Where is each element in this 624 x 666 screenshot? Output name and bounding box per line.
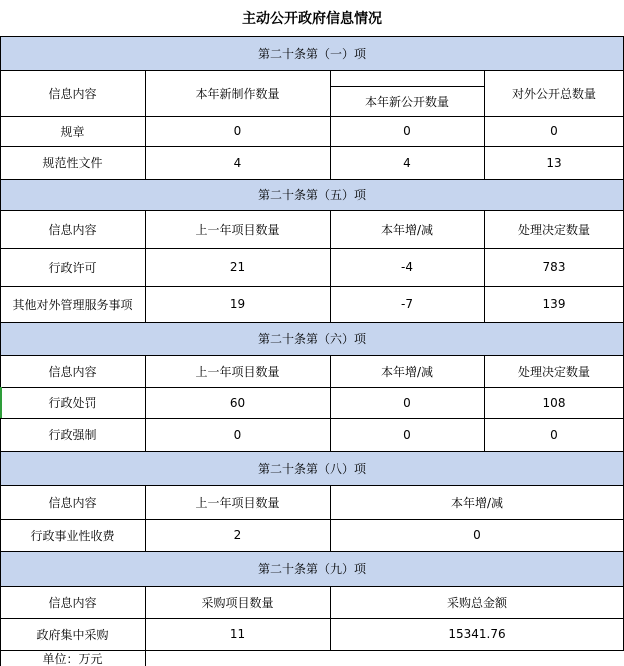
grid-line	[330, 86, 484, 87]
grid-line	[0, 451, 624, 452]
header-cell[interactable]: 信息内容	[48, 364, 97, 379]
grid-line	[0, 286, 624, 287]
header-cell[interactable]: 信息内容	[48, 222, 97, 237]
grid-line	[145, 355, 146, 451]
grid-line	[0, 650, 624, 651]
grid-line	[0, 116, 624, 117]
grid-line	[0, 586, 624, 587]
data-cell[interactable]: 783	[542, 260, 566, 274]
page-title: 主动公开政府信息情况	[242, 11, 382, 27]
data-cell[interactable]: -7	[401, 297, 413, 311]
data-cell[interactable]: 108	[542, 395, 566, 410]
data-cell[interactable]: 4	[233, 155, 242, 170]
row-label[interactable]: 行政强制	[48, 428, 97, 442]
header-cell[interactable]: 本年增/减	[380, 222, 434, 237]
grid-line	[330, 355, 331, 451]
section-heading: 第二十条第（六）项	[257, 332, 366, 346]
grid-line	[0, 248, 624, 249]
grid-line	[0, 322, 624, 323]
row-label[interactable]: 行政处罚	[48, 396, 97, 410]
data-cell[interactable]: 15341.76	[448, 627, 506, 641]
header-cell[interactable]: 采购总金额	[446, 595, 507, 610]
header-cell[interactable]: 处理决定数量	[517, 222, 590, 237]
header-cell[interactable]: 上一年项目数量	[195, 495, 280, 510]
header-cell[interactable]: 对外公开总数量	[511, 86, 596, 101]
data-cell[interactable]: 0	[233, 427, 242, 442]
grid-line	[0, 551, 624, 552]
data-cell[interactable]: 60	[229, 395, 246, 410]
header-cell[interactable]: 本年新公开数量	[364, 94, 449, 109]
header-cell[interactable]: 信息内容	[48, 595, 97, 610]
data-cell[interactable]: 0	[550, 427, 558, 442]
grid-line	[145, 210, 146, 322]
grid-line	[0, 210, 624, 211]
header-cell[interactable]: 信息内容	[48, 495, 97, 510]
data-cell[interactable]: -4	[401, 260, 413, 274]
grid-line	[484, 70, 485, 179]
grid-line	[330, 485, 331, 551]
grid-line	[0, 70, 624, 71]
data-cell[interactable]: 11	[229, 627, 246, 641]
grid-line	[0, 36, 1, 666]
unit-footnote: 单位：万元	[42, 651, 103, 666]
grid-line	[0, 146, 624, 147]
data-cell[interactable]: 139	[542, 297, 566, 311]
grid-line	[0, 485, 624, 486]
grid-line	[145, 586, 146, 666]
data-cell[interactable]: 0	[403, 427, 411, 442]
header-cell[interactable]: 上一年项目数量	[195, 222, 280, 237]
row-label[interactable]: 规章	[60, 124, 85, 139]
data-cell[interactable]: 0	[233, 124, 242, 138]
row-label[interactable]: 行政事业性收费	[30, 528, 115, 543]
header-cell[interactable]: 上一年项目数量	[195, 364, 280, 379]
section-heading: 第二十条第（五）项	[257, 188, 366, 202]
data-cell[interactable]: 19	[229, 297, 246, 311]
grid-line	[0, 36, 624, 37]
section-heading: 第二十条第（一）项	[257, 46, 366, 61]
grid-line	[145, 485, 146, 551]
data-cell[interactable]: 4	[403, 155, 411, 170]
header-cell[interactable]: 本年增/减	[380, 364, 434, 379]
header-cell[interactable]: 本年新制作数量	[195, 86, 280, 101]
row-label[interactable]: 规范性文件	[42, 156, 103, 170]
data-cell[interactable]: 0	[473, 528, 481, 542]
grid-line	[330, 586, 331, 650]
section-heading: 第二十条第（八）项	[257, 461, 366, 476]
grid-line	[0, 179, 624, 180]
grid-line	[0, 418, 624, 419]
header-cell[interactable]: 信息内容	[48, 86, 97, 101]
data-cell[interactable]: 13	[546, 155, 562, 170]
grid-line	[145, 70, 146, 179]
header-cell[interactable]: 采购项目数量	[201, 595, 274, 610]
grid-line	[0, 355, 624, 356]
row-label[interactable]: 政府集中采购	[36, 627, 109, 642]
data-cell[interactable]: 0	[550, 124, 558, 138]
grid-line	[484, 210, 485, 322]
grid-line	[330, 210, 331, 322]
data-cell[interactable]: 21	[229, 260, 246, 274]
grid-line	[0, 387, 624, 388]
data-cell[interactable]: 0	[403, 124, 411, 138]
header-cell[interactable]: 本年增/减	[450, 495, 504, 510]
header-cell[interactable]: 处理决定数量	[517, 364, 590, 379]
row-selection-marker	[0, 387, 2, 418]
data-cell[interactable]: 0	[403, 395, 411, 410]
grid-line	[0, 519, 624, 520]
data-cell[interactable]: 2	[233, 528, 242, 542]
row-label[interactable]: 行政许可	[48, 260, 97, 275]
grid-line	[0, 618, 624, 619]
row-label[interactable]: 其他对外管理服务事项	[12, 297, 133, 312]
section-heading: 第二十条第（九）项	[257, 562, 366, 576]
grid-line	[484, 355, 485, 451]
grid-line	[330, 70, 331, 179]
